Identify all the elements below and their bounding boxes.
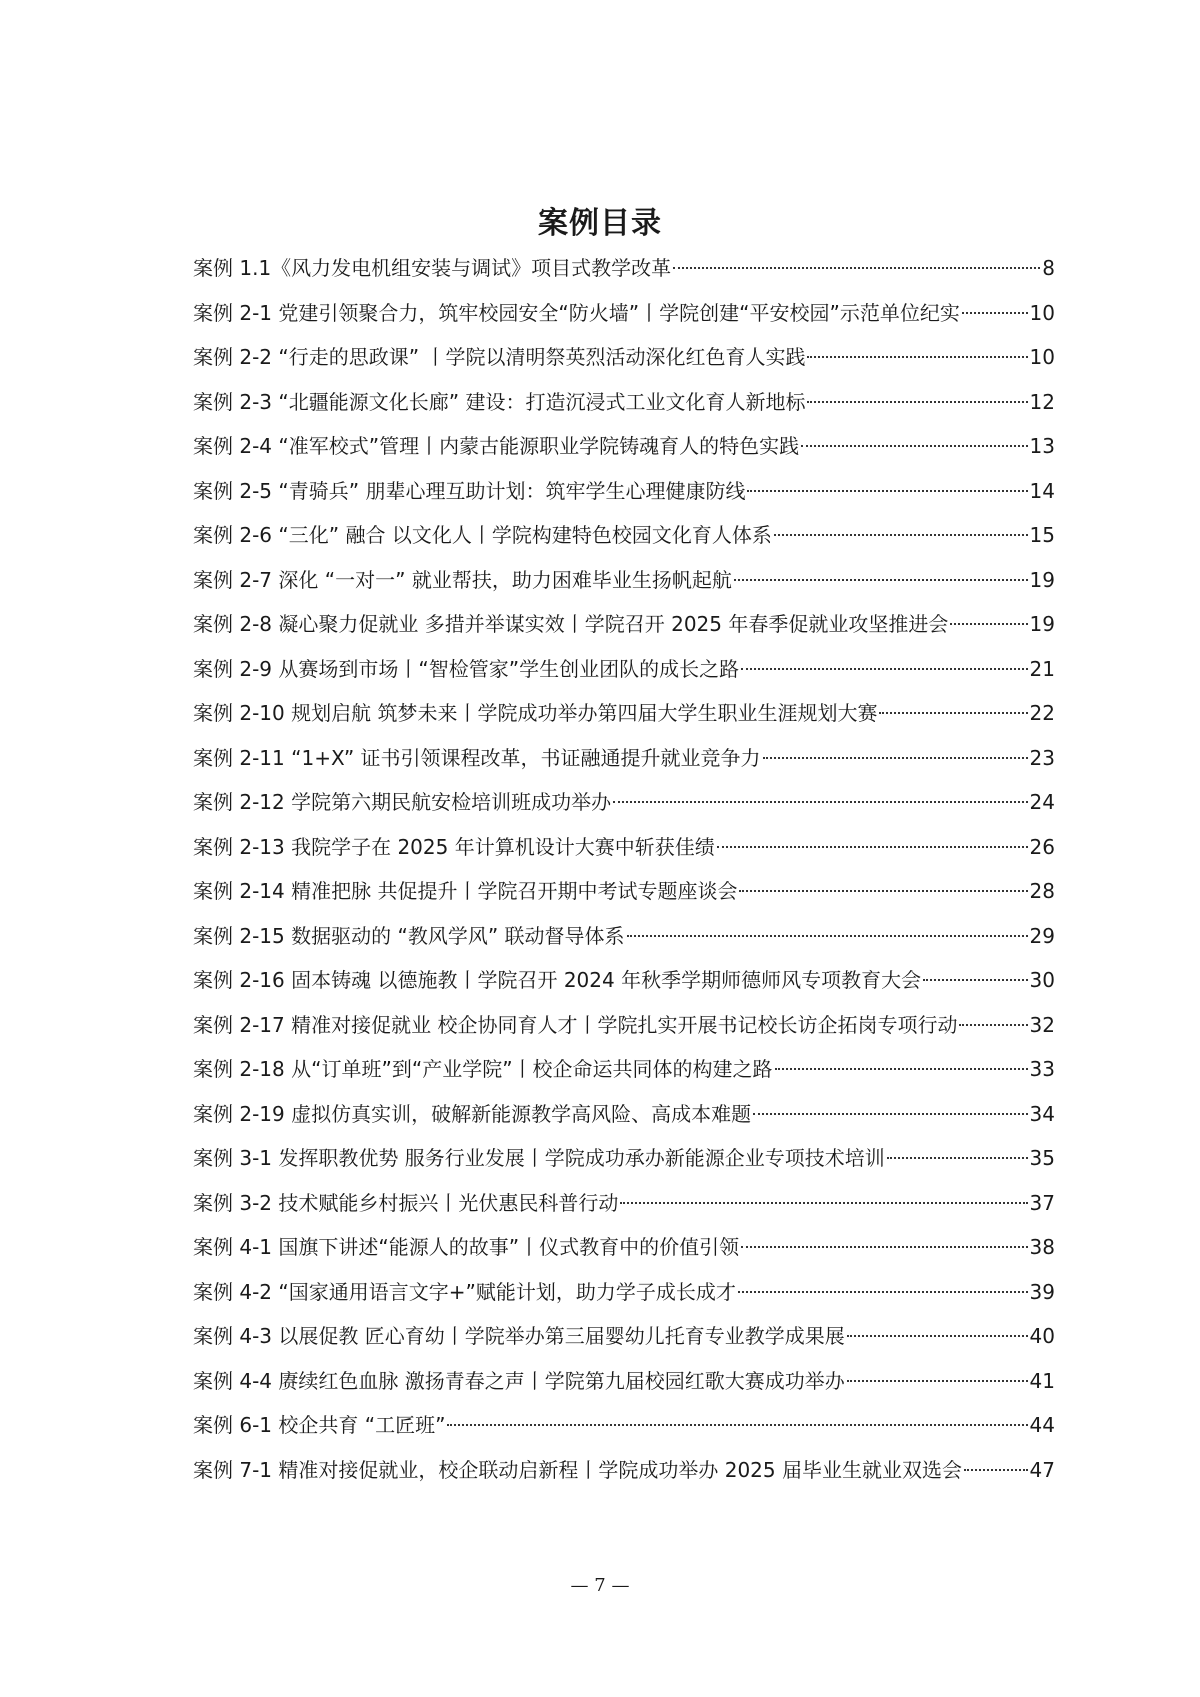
toc-entry[interactable] (193, 647, 1055, 692)
toc-entry-page-number: 41 (1029, 1368, 1055, 1393)
toc-entry-label: 案例 2-18 从“订单班”到“产业学院”丨校企命运共同体的构建之路 (193, 1057, 773, 1081)
dot-leader (887, 1157, 1028, 1159)
toc-entry[interactable] (193, 469, 1055, 514)
toc-entry-label: 案例 2-4 “准军校式”管理丨内蒙古能源职业学院铸魂育人的特色实践 (193, 434, 800, 458)
toc-entry-label: 案例 2-7 深化 “一对一” 就业帮扶，助力困难毕业生扬帆起航 (193, 567, 732, 592)
toc-entry[interactable] (193, 914, 1055, 959)
toc-entry-label: 案例 2-13 我院学子在 2025 年计算机设计大赛中斩获佳绩 (193, 834, 715, 859)
toc-entry-label: 案例 2-10 规划启航 筑梦未来丨学院成功举办第四届大学生职业生涯规划大赛 (193, 701, 878, 725)
toc-entry-label: 案例 2-14 精准把脉 共促提升丨学院召开期中考试专题座谈会 (193, 879, 738, 903)
toc-entry[interactable] (193, 335, 1055, 380)
dot-leader (775, 1068, 1028, 1070)
toc-entry-page-number: 32 (1029, 1012, 1055, 1037)
toc-entry-page-number: 38 (1029, 1235, 1055, 1259)
toc-entry[interactable] (193, 958, 1055, 1003)
toc-entry[interactable] (193, 246, 1055, 291)
toc-entry[interactable] (193, 1403, 1055, 1448)
toc-entry-page-number: 35 (1029, 1146, 1055, 1170)
page-title: 案例目录 (538, 206, 662, 242)
toc-entry-label: 案例 2-5 “青骑兵” 朋辈心理互助计划：筑牢学生心理健康防线 (193, 478, 746, 503)
dot-leader (620, 1202, 1027, 1204)
toc-entry-page-number: 30 (1029, 968, 1055, 992)
toc-entry-label: 案例 2-11 “1+X” 证书引领课程改革，书证融通提升就业竞争力 (193, 745, 761, 770)
dot-leader (801, 445, 1027, 447)
toc-entry-page-number: 19 (1029, 612, 1055, 636)
toc-entry-page-number: 15 (1029, 523, 1055, 547)
dot-leader (847, 1335, 1028, 1337)
dot-leader (950, 623, 1027, 625)
dot-leader (847, 1380, 1028, 1382)
toc-entry-page-number: 28 (1029, 879, 1055, 903)
toc-entry-page-number: 14 (1029, 478, 1055, 503)
dot-leader (962, 312, 1028, 314)
toc-entry[interactable] (193, 424, 1055, 469)
dot-leader (774, 534, 1028, 536)
dot-leader (738, 1291, 1028, 1293)
toc-entry-page-number: 24 (1029, 790, 1055, 814)
toc-entry[interactable] (193, 513, 1055, 558)
toc-entry-label: 案例 1.1《风力发电机组安装与调试》项目式教学改革 (193, 256, 672, 280)
toc-entry-page-number: 10 (1029, 345, 1055, 369)
toc-entry[interactable] (193, 1181, 1055, 1226)
dot-leader (879, 712, 1027, 714)
dot-leader (923, 979, 1027, 981)
toc-entry-page-number: 39 (1029, 1279, 1055, 1304)
toc-entry[interactable] (193, 736, 1055, 781)
dot-leader (959, 1024, 1027, 1026)
toc-entry-label: 案例 2-3 “北疆能源文化长廊” 建设：打造沉浸式工业文化育人新地标 (193, 389, 806, 414)
toc-entry-label: 案例 3-2 技术赋能乡村振兴丨光伏惠民科普行动 (193, 1190, 619, 1215)
toc-entry-label: 案例 2-2 “行走的思政课” 丨学院以清明祭英烈活动深化红色育人实践 (193, 345, 806, 369)
toc-entry[interactable] (193, 1270, 1055, 1315)
toc-entry[interactable] (193, 1136, 1055, 1181)
toc-entry-page-number: 23 (1029, 745, 1055, 770)
toc-entry-page-number: 29 (1029, 923, 1055, 948)
toc-entry-page-number: 44 (1029, 1413, 1055, 1437)
toc-entry-label: 案例 2-12 学院第六期民航安检培训班成功举办 (193, 790, 612, 814)
dot-leader (734, 579, 1028, 581)
dot-leader (717, 846, 1028, 848)
toc-entry-label: 案例 2-17 精准对接促就业 校企协同育人才丨学院扎实开展书记校长访企拓岗专项行动 (193, 1012, 958, 1037)
toc-entry-page-number: 13 (1029, 434, 1055, 458)
dot-leader (763, 757, 1028, 759)
toc-entry-label: 案例 6-1 校企共育 “工匠班” (193, 1413, 446, 1437)
toc-entry-page-number: 12 (1029, 389, 1055, 414)
dot-leader (741, 668, 1027, 670)
toc-entry-page-number: 37 (1029, 1190, 1055, 1215)
toc-entry[interactable] (193, 691, 1055, 736)
toc-entry[interactable] (193, 1448, 1055, 1493)
dot-leader (627, 935, 1028, 937)
toc-entry[interactable] (193, 602, 1055, 647)
toc-entry[interactable] (193, 780, 1055, 825)
dot-leader (739, 890, 1027, 892)
table-of-contents (193, 246, 1055, 1492)
toc-entry[interactable] (193, 825, 1055, 870)
toc-entry-label: 案例 2-19 虚拟仿真实训，破解新能源教学高风险、高成本难题 (193, 1101, 752, 1126)
toc-entry-page-number: 8 (1042, 256, 1055, 280)
dot-leader (753, 1113, 1027, 1115)
toc-entry-label: 案例 7-1 精准对接促就业，校企联动启新程丨学院成功举办 2025 届毕业生就业双选会 (193, 1457, 962, 1482)
toc-entry-label: 案例 2-15 数据驱动的 “教风学风” 联动督导体系 (193, 923, 625, 948)
toc-entry-label: 案例 2-9 从赛场到市场丨“智检管家”学生创业团队的成长之路 (193, 656, 740, 681)
dot-leader (964, 1469, 1028, 1471)
toc-entry-page-number: 21 (1029, 656, 1055, 681)
toc-entry-page-number: 10 (1029, 300, 1055, 325)
toc-entry-label: 案例 2-8 凝心聚力促就业 多措并举谋实效丨学院召开 2025 年春季促就业攻坚推进会 (193, 612, 949, 636)
page-number: — 7 — (570, 1575, 630, 1596)
toc-entry[interactable] (193, 1003, 1055, 1048)
toc-entry-page-number: 22 (1029, 701, 1055, 725)
dot-leader (613, 801, 1027, 803)
toc-entry[interactable] (193, 1225, 1055, 1270)
toc-entry-page-number: 47 (1029, 1457, 1055, 1482)
dot-leader (673, 267, 1040, 269)
dot-leader (807, 356, 1027, 358)
toc-entry[interactable] (193, 558, 1055, 603)
toc-entry-label: 案例 2-1 党建引领聚合力，筑牢校园安全“防火墙”丨学院创建“平安校园”示范单位纪实 (193, 300, 960, 325)
toc-entry-page-number: 26 (1029, 834, 1055, 859)
toc-entry[interactable] (193, 1092, 1055, 1137)
toc-entry[interactable] (193, 1359, 1055, 1404)
toc-entry-label: 案例 2-16 固本铸魂 以德施教丨学院召开 2024 年秋季学期师德师风专项教育大会 (193, 968, 922, 992)
toc-entry-label: 案例 4-1 国旗下讲述“能源人的故事”丨仪式教育中的价值引领 (193, 1235, 740, 1259)
toc-entry-label: 案例 4-3 以展促教 匠心育幼丨学院举办第三届婴幼儿托育专业教学成果展 (193, 1324, 845, 1348)
dot-leader (741, 1246, 1027, 1248)
dot-leader (447, 1424, 1027, 1426)
toc-entry-label: 案例 4-2 “国家通用语言文字+”赋能计划，助力学子成长成才 (193, 1279, 736, 1304)
toc-entry-label: 案例 4-4 赓续红色血脉 激扬青春之声丨学院第九届校园红歌大赛成功举办 (193, 1368, 845, 1393)
dot-leader (807, 401, 1027, 403)
toc-entry-page-number: 34 (1029, 1101, 1055, 1126)
toc-entry-page-number: 40 (1029, 1324, 1055, 1348)
toc-entry[interactable] (193, 380, 1055, 425)
toc-entry[interactable] (193, 1314, 1055, 1359)
toc-entry[interactable] (193, 1047, 1055, 1092)
toc-entry-page-number: 33 (1029, 1057, 1055, 1081)
toc-entry-label: 案例 3-1 发挥职教优势 服务行业发展丨学院成功承办新能源企业专项技术培训 (193, 1146, 885, 1170)
toc-entry[interactable] (193, 291, 1055, 336)
toc-entry-label: 案例 2-6 “三化” 融合 以文化人丨学院构建特色校园文化育人体系 (193, 523, 772, 547)
toc-entry-page-number: 19 (1029, 567, 1055, 592)
dot-leader (747, 490, 1027, 492)
toc-entry[interactable] (193, 869, 1055, 914)
